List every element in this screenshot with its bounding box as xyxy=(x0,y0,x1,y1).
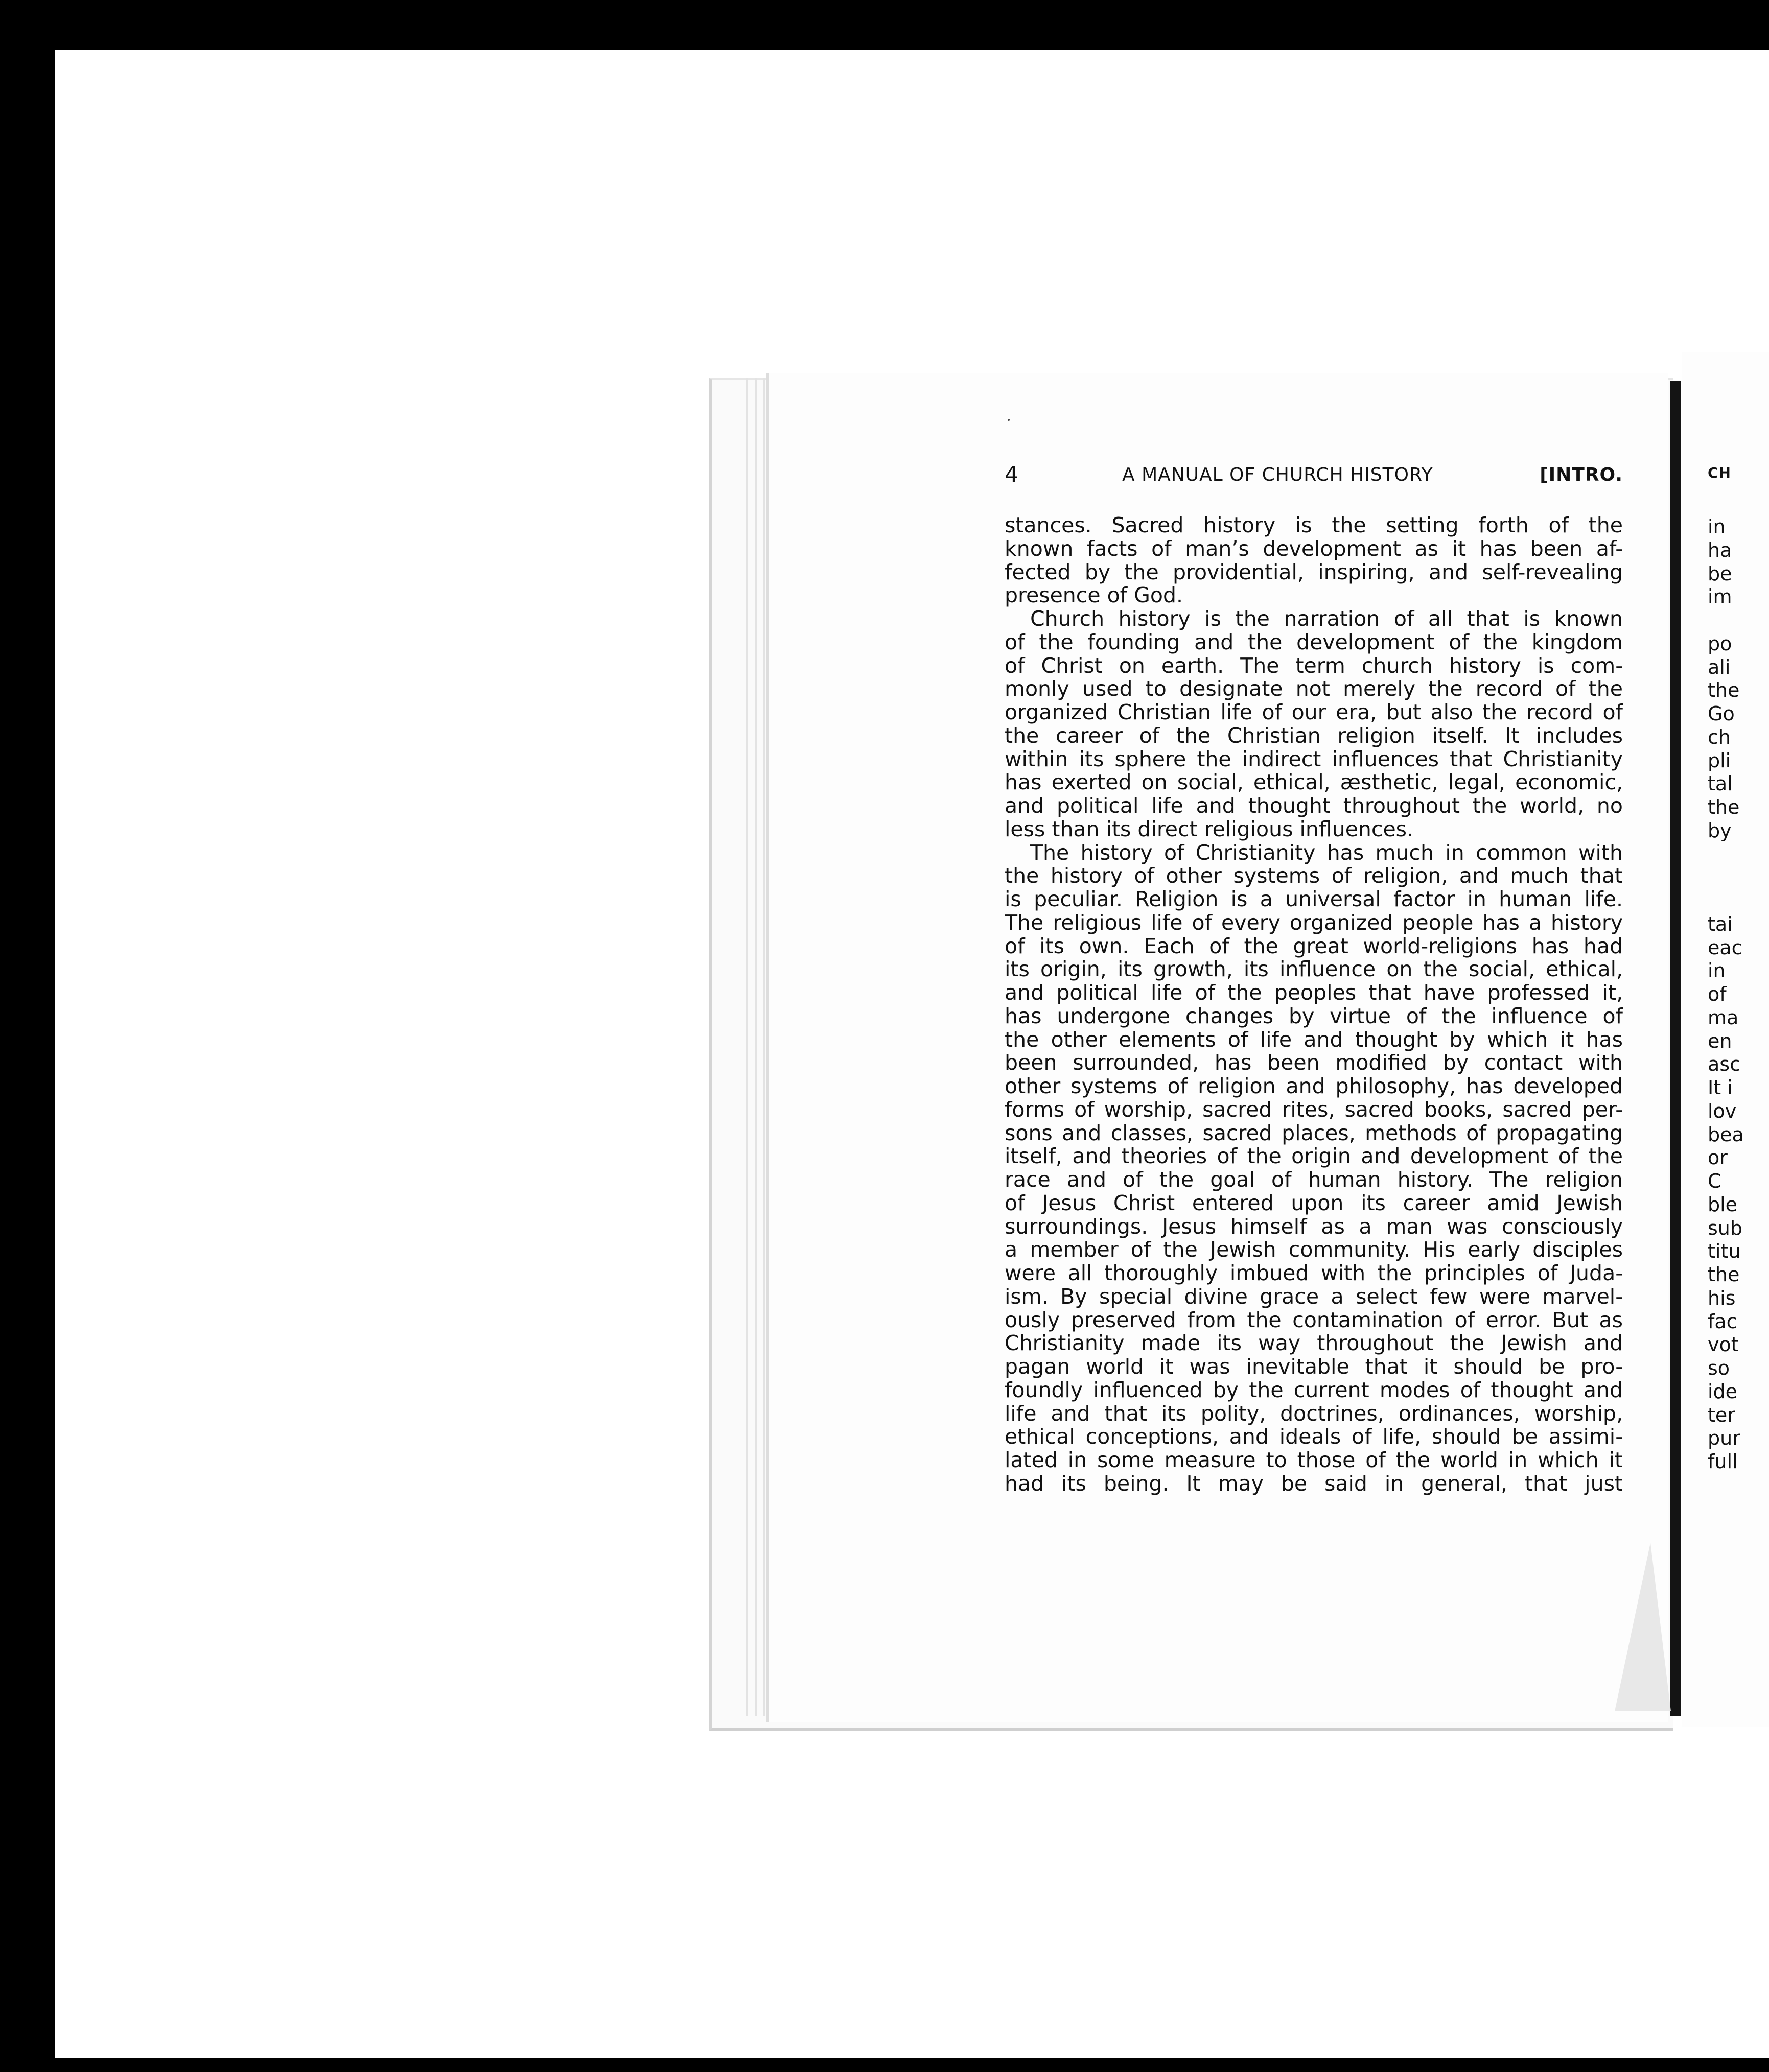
facing-line-fragment: sub xyxy=(1708,1216,1743,1239)
text-line: ism. By special divine grace a select few were marvel- xyxy=(1005,1285,1623,1309)
page-fold-wedge xyxy=(1615,1543,1671,1711)
text-line: Christianity made its way throughout the Jewish and xyxy=(1005,1332,1623,1355)
facing-line-fragment: tal xyxy=(1708,772,1733,795)
text-line: the other elements of life and thought by which it has xyxy=(1005,1028,1623,1052)
facing-line-fragment: ali xyxy=(1708,655,1731,678)
facing-line-fragment: eac xyxy=(1708,936,1742,959)
facing-line-fragment: ch xyxy=(1708,725,1731,748)
facing-line-fragment: his xyxy=(1708,1286,1736,1309)
facing-line-fragment: en xyxy=(1708,1029,1732,1052)
facing-line-fragment: the xyxy=(1708,796,1740,818)
text-line: lated in some measure to those of the world in which it xyxy=(1005,1449,1623,1472)
text-line: less than its direct religious influences. xyxy=(1005,817,1414,841)
facing-line-fragment: lov xyxy=(1708,1099,1737,1122)
text-line: presence of God. xyxy=(1005,584,1183,607)
facing-line-fragment: pli xyxy=(1708,749,1731,772)
facing-line-fragment: ha xyxy=(1708,538,1732,561)
text-line: of its own. Each of the great world-religions has had xyxy=(1005,934,1623,958)
facing-line-fragment: ble xyxy=(1708,1193,1738,1216)
text-line: of Christ on earth. The term church history is com- xyxy=(1005,654,1623,678)
text-line: other systems of religion and philosophy, has developed xyxy=(1005,1075,1623,1098)
facing-line-fragment: in xyxy=(1708,515,1726,538)
facing-line-fragment: or xyxy=(1708,1146,1728,1169)
text-line: life and that its polity, doctrines, ordinances, worship, xyxy=(1005,1402,1623,1426)
page-edge-line xyxy=(755,378,757,1716)
text-line: known facts of man’s development as it has been af- xyxy=(1005,537,1623,561)
text-line: The history of Christianity has much in common with xyxy=(1030,841,1623,865)
facing-line-fragment: asc xyxy=(1708,1053,1740,1076)
text-line: sons and classes, sacred places, methods of propagating xyxy=(1005,1121,1623,1145)
text-line: were all thoroughly imbued with the principles of Juda- xyxy=(1005,1262,1623,1285)
facing-line-fragment: so xyxy=(1708,1357,1730,1379)
text-line: foundly influenced by the current modes of thought and xyxy=(1005,1378,1623,1402)
text-line: The religious life of every organized people has a history xyxy=(1005,911,1623,935)
facing-line-fragment: C xyxy=(1708,1170,1721,1192)
facing-line-fragment: of xyxy=(1708,983,1727,1005)
facing-line-fragment: tai xyxy=(1708,912,1733,935)
text-line: and political life of the peoples that have professed it, xyxy=(1005,981,1623,1005)
book-gutter xyxy=(1670,381,1681,1716)
text-line: pagan world it was inevitable that it should be pro- xyxy=(1005,1355,1623,1379)
scan-speck xyxy=(1008,419,1010,421)
text-line: ously preserved from the contamination of error. But as xyxy=(1005,1308,1623,1332)
facing-line-fragment: the xyxy=(1708,1263,1740,1286)
page-edge-line xyxy=(746,378,748,1716)
facing-line-fragment: It i xyxy=(1708,1076,1733,1099)
facing-line-fragment: fac xyxy=(1708,1310,1737,1333)
facing-page-fragment xyxy=(1682,352,1769,1727)
text-line: fected by the providential, inspiring, and self-revealing xyxy=(1005,560,1623,584)
facing-line-fragment: bea xyxy=(1708,1123,1744,1146)
facing-line-fragment: by xyxy=(1708,819,1732,842)
facing-line-fragment: be xyxy=(1708,562,1732,585)
text-line: monly used to designate not merely the record of the xyxy=(1005,677,1623,701)
facing-line-fragment: ide xyxy=(1708,1380,1738,1403)
page-edge-line xyxy=(763,378,765,1716)
text-line: has undergone changes by virtue of the influence of xyxy=(1005,1004,1623,1028)
text-line: itself, and theories of the origin and development of the xyxy=(1005,1145,1623,1168)
body-text xyxy=(1005,514,1623,1496)
text-line: ethical conceptions, and ideals of life, should be assimi- xyxy=(1005,1425,1623,1449)
facing-line-fragment: ter xyxy=(1708,1403,1735,1426)
facing-line-fragment: full xyxy=(1708,1450,1738,1473)
text-line: had its being. It may be said in general, that just xyxy=(1005,1472,1623,1496)
facing-line-fragment: ma xyxy=(1708,1006,1739,1029)
facing-line-fragment: Go xyxy=(1708,702,1735,725)
text-line: been surrounded, has been modified by contact with xyxy=(1005,1051,1623,1075)
text-line: forms of worship, sacred rites, sacred books, sacred per- xyxy=(1005,1098,1623,1122)
text-line: and political life and thought throughout the world, no xyxy=(1005,794,1623,818)
running-title: A MANUAL OF CHURCH HISTORY xyxy=(1122,464,1433,485)
text-line: is peculiar. Religion is a universal factor in human life. xyxy=(1005,888,1623,911)
text-line: Church history is the narration of all that is known xyxy=(1030,607,1623,631)
text-line: organized Christian life of our era, but also the record of xyxy=(1005,701,1623,724)
text-line: of Jesus Christ entered upon its career amid Jewish xyxy=(1005,1191,1623,1215)
text-line: its origin, its growth, its influence on the social, ethical, xyxy=(1005,958,1623,981)
facing-line-fragment: im xyxy=(1708,585,1732,608)
text-line: stances. Sacred history is the setting forth of the xyxy=(1005,514,1623,537)
facing-line-fragment: the xyxy=(1708,679,1740,702)
text-line: race and of the goal of human history. The religion xyxy=(1005,1168,1623,1192)
text-line: surroundings. Jesus himself as a man was consciously xyxy=(1005,1215,1623,1239)
text-line: of the founding and the development of the kingdom xyxy=(1005,630,1623,654)
text-line: a member of the Jewish community. His early disciples xyxy=(1005,1238,1623,1262)
facing-page-header: CH xyxy=(1708,464,1731,481)
facing-line-fragment: titu xyxy=(1708,1240,1741,1263)
facing-line-fragment: vot xyxy=(1708,1333,1739,1356)
facing-line-fragment: po xyxy=(1708,632,1732,655)
page-number: 4 xyxy=(1005,462,1018,487)
text-line: the career of the Christian religion itself. It includes xyxy=(1005,724,1623,748)
facing-line-fragment: in xyxy=(1708,959,1726,982)
text-line: the history of other systems of religion, and much that xyxy=(1005,864,1623,888)
section-marker: [INTRO. xyxy=(1540,464,1623,485)
text-line: has exerted on social, ethical, æsthetic, legal, economic, xyxy=(1005,771,1623,794)
facing-line-fragment: pur xyxy=(1708,1427,1740,1450)
text-line: within its sphere the indirect influences that Christianity xyxy=(1005,747,1623,771)
